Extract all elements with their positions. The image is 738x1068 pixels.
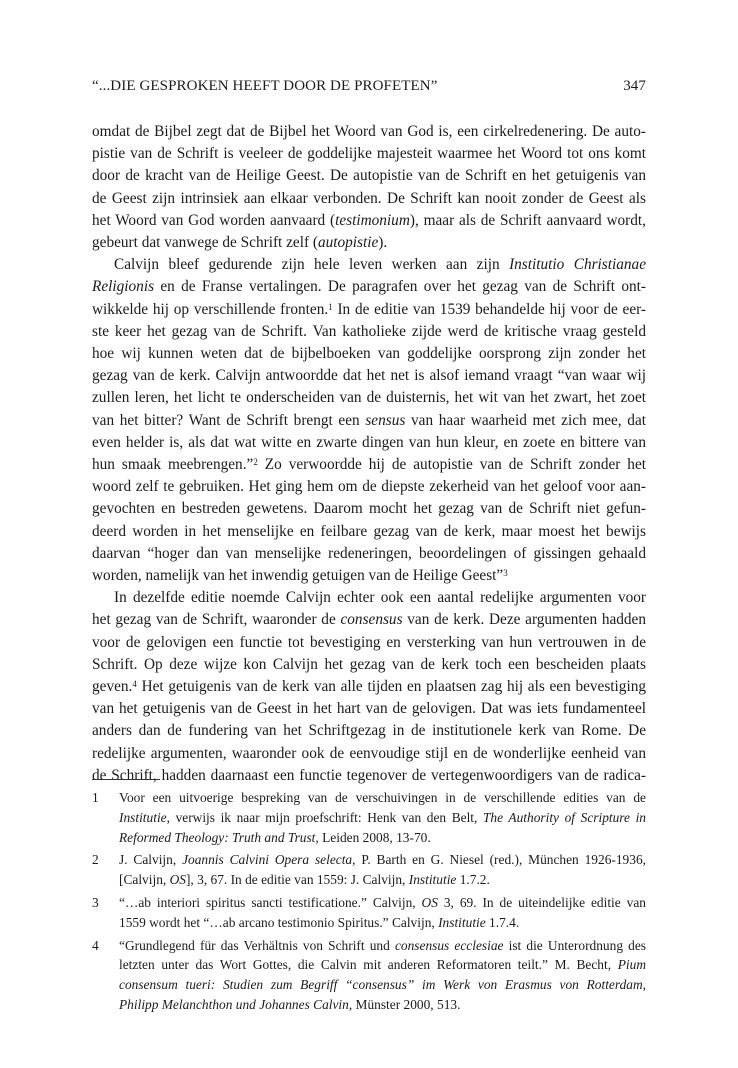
footnote-3 [92, 893, 646, 933]
text-line: deerd worden in het menselijke en feilbare gezag van de kerk, maar moest het bewijs [92, 522, 646, 540]
text-line: gevochten en bestreden gewetens. Daarom mocht het gezag van de Schrift niet gefun- [92, 500, 646, 518]
footnote-ref-4[interactable]: 4 [132, 679, 137, 690]
text-line: de Schrift, hadden daarnaast een functie tegenover de vertegenwoordigers van de radica- [92, 766, 646, 784]
text-line: worden, namelijk van het inwendig getuigen van de Heilige Geest”$^3$ [92, 567, 508, 585]
text-line: Calvijn bleef gedurende zijn hele leven werken aan zijn Institutio Christianae [114, 256, 646, 274]
text-line: voor de gelovigen een functie tot bevestiging en versterking van hun vertrouwen in de [92, 633, 646, 651]
text-line: door de kracht van de Heilige Geest. De autopistie van de Schrift en het getuigenis van [92, 167, 646, 185]
footnote-line: Institutie, verwijs ik naar mijn proefschrift: Henk van den Belt, The Authority of Scripture in [119, 809, 646, 825]
footnote-ref-3[interactable]: 3 [503, 568, 508, 579]
footnote-line: Philipp Melanchthon und Johannes Calvin, Münster 2000, 513. [119, 996, 461, 1012]
footnote-line: letzten unter das Wort Gottes, die Calvin mit anderen Reformatoren teilt.” M. Becht, Pium [119, 957, 646, 973]
footnote-ref-1[interactable]: 1 [328, 301, 333, 312]
text-line: hun smaak meebrengen.”$^2$ Zo verwoordde hij de autopistie van de Schrift zonder het [92, 456, 646, 474]
footnote-ref-2[interactable]: 2 [253, 457, 258, 468]
text-line: omdat de Bijbel zegt dat de Bijbel het Woord van God is, een cirkelredenering. De auto- [92, 123, 646, 140]
text-line: Religionis en de Franse vertalingen. De paragrafen over het gezag van de Schrift ont- [92, 278, 646, 296]
text-line: hoe wij kunnen weten dat de bijbelboeken van goddelijke oorsprong zijn zonder het [92, 345, 646, 363]
page-header [92, 78, 646, 98]
footnote-line: Reformed Theology: Truth and Trust, Leiden 2008, 13-70. [119, 829, 431, 845]
text-line: gebeurt dat vanwege de Schrift zelf (autopistie). [92, 234, 388, 252]
text-line: In dezelfde editie noemde Calvijn echter ook een aantal redelijke argumenten voor [114, 589, 646, 607]
footnote-line: J. Calvijn, Joannis Calvini Opera selecta, P. Barth en G. Niesel (red.), München 1926-1936, [119, 852, 646, 868]
page-number: 347 [623, 78, 646, 94]
footnote-2 [92, 850, 646, 890]
footnote-number: 4 [92, 937, 99, 953]
text-line: woord zelf te gebruiken. Het ging hem om de diepste zekerheid van het geloof voor aan- [92, 478, 646, 496]
text-line: zullen leren, het licht te onderscheiden van de duisternis, het wit van het zwart, het zoet [92, 389, 646, 407]
paragraph-3 [92, 587, 646, 787]
footnote-line: consensum tueri: Studien zum Begriff “consensus” im Werk von Erasmus von Rotterdam, [119, 977, 646, 993]
body-text [92, 121, 646, 787]
paragraph-1 [92, 121, 646, 254]
paragraph-2 [92, 254, 646, 587]
text-line: geven.$^4$ Het getuigenis van de kerk van alle tijden en plaatsen zag hij als een bevestiging [92, 678, 646, 696]
text-line: even helder is, als dat wat witte en zwarte dingen van hun kleur, en zoete en bittere van [92, 433, 646, 451]
running-title: “...DIE GESPROKEN HEEFT DOOR DE PROFETEN” [92, 78, 438, 94]
footnote-number: 2 [92, 852, 99, 868]
text-line: anders dan de fundering van het Schriftgezag in de institutionele kerk van Rome. De [92, 722, 646, 740]
text-line: redelijke argumenten, waaronder ook de eenvoudige stijl en de wonderlijke eenheid van [92, 744, 646, 762]
text-line: wikkelde hij op verschillende fronten.$^1$ In de editie van 1539 behandelde hij voor de eer- [92, 300, 646, 318]
text-line: het Woord van God worden aanvaard (testimonium), maar als de Schrift aanvaard wordt, [92, 211, 646, 229]
text-line: van het bitter? Want de Schrift brengt een sensus van haar waarheid met zich mee, dat [92, 411, 646, 429]
footnote-divider [92, 779, 160, 780]
footnote-line: “…ab interiori spiritus sancti testificatione.” Calvijn, OS 3, 69. In de uiteindelijke editie van [119, 894, 646, 910]
footnotes [92, 788, 646, 1018]
footnote-number: 3 [92, 894, 99, 910]
text-line: de Geest zijn intrinsiek aan elkaar verbonden. De Schrift kan nooit zonder de Geest als [92, 189, 646, 207]
text-line: Schrift. Op deze wijze kon Calvijn het gezag van de kerk toch een bescheiden plaats [92, 655, 646, 673]
text-line: ste keer het gezag van de Schrift. Van katholieke zijde werd de kritische vraag gesteld [92, 322, 646, 340]
footnote-line: Voor een uitvoerige bespreking van de verschuivingen in de verschillende edities van de [119, 790, 646, 805]
text-line: pistie van de Schrift is veeleer de goddelijke majesteit waarmee het Woord tot ons komt [92, 145, 646, 163]
footnote-line: [Calvijn, OS], 3, 67. In de editie van 1559: J. Calvijn, Institutie 1.7.2. [119, 872, 490, 888]
text-line: het gezag van de Schrift, waaronder de consensus van de kerk. Deze argumenten hadden [92, 611, 646, 629]
text-line: van het getuigenis van de Geest in het hart van de gelovigen. Dat was iets fundamenteel [92, 700, 646, 718]
footnote-line: “Grundlegend für das Verhältnis von Schrift und consensus ecclesiae ist die Unterordnung des [119, 937, 647, 953]
text-line: daarvan “hoger dan van menselijke redeneringen, beoordelingen of gissingen gehaald [92, 544, 646, 562]
footnote-number: 1 [92, 790, 99, 805]
footnote-1 [92, 788, 646, 847]
footnote-4 [92, 936, 646, 1015]
footnote-line: 1559 wordt het “…ab arcano testimonio Spiritus.” Calvijn, Institutie 1.7.4. [119, 914, 520, 930]
text-line: gezag van de kerk. Calvijn antwoordde dat het net is alsof iemand vraagt “van waar wij [92, 367, 646, 385]
